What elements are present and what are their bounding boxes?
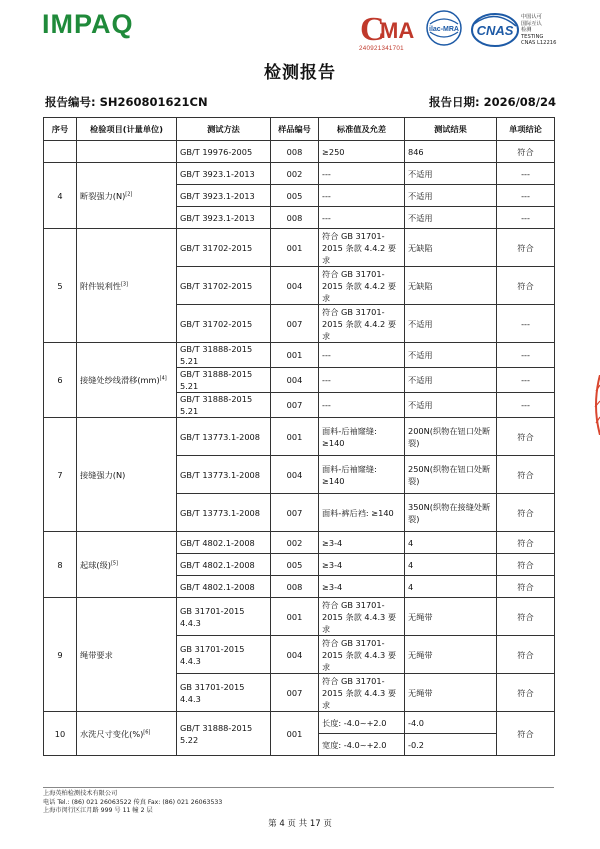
column-header: 测试方法 — [177, 118, 271, 141]
cell-standard: --- — [319, 207, 405, 229]
cell-standard: ≥3-4 — [319, 554, 405, 576]
table-row — [44, 418, 555, 456]
cell-standard: 面料-后袖窿缝: ≥140 — [319, 418, 405, 456]
cma-number: 240921341701 — [359, 45, 404, 52]
cell-standard: 长度: -4.0~+2.0 — [319, 712, 405, 734]
cell-result: 不适用 — [405, 207, 497, 229]
results-table — [43, 117, 555, 756]
cell-conclusion: 符合 — [497, 532, 555, 554]
cell-result: 4 — [405, 554, 497, 576]
cell-method: GB/T 19976-2005 — [177, 141, 271, 163]
cell-result: 350N(织物在接缝处断裂) — [405, 494, 497, 532]
cell-standard: --- — [319, 393, 405, 418]
column-header: 样品编号 — [271, 118, 319, 141]
cell-sample: 004 — [271, 456, 319, 494]
cell-conclusion: 符合 — [497, 576, 555, 598]
cell-sample: 007 — [271, 494, 319, 532]
report-title: 检测报告 — [264, 63, 336, 83]
cell-result: 250N(织物在钮口处断裂) — [405, 456, 497, 494]
cell-sample: 002 — [271, 163, 319, 185]
cell-result: 无缺陷 — [405, 229, 497, 267]
cell-result: 不适用 — [405, 185, 497, 207]
cell-standard: 面料-裤后裆: ≥140 — [319, 494, 405, 532]
cell-method: GB 31701-2015 4.4.3 — [177, 674, 271, 712]
report-date: 报告日期: 2026/08/24 — [428, 95, 556, 109]
cell-method: GB 31701-2015 4.4.3 — [177, 598, 271, 636]
footer-address: 上海市闵行区江月路 999 号 11 幢 2 层 — [43, 807, 153, 815]
cell-standard: ≥3-4 — [319, 576, 405, 598]
cell-method: GB/T 31702-2015 — [177, 305, 271, 343]
cell-conclusion: 符合 — [497, 554, 555, 576]
cell-conclusion: --- — [497, 207, 555, 229]
footer-contact — [43, 790, 222, 816]
footer-divider — [43, 787, 554, 788]
report-number: 报告编号: SH260801621CN — [45, 95, 208, 109]
cell-item — [77, 141, 177, 163]
cell-standard: 符合 GB 31701-2015 条款 4.4.2 要求 — [319, 305, 405, 343]
cell-sample: 007 — [271, 305, 319, 343]
table-row — [44, 141, 555, 163]
cell-sample: 008 — [271, 141, 319, 163]
cell-standard: --- — [319, 185, 405, 207]
svg-text:ilac-MRA: ilac-MRA — [429, 26, 459, 33]
cell-standard: 面料-后袖窿缝: ≥140 — [319, 456, 405, 494]
cell-no — [44, 141, 77, 163]
cell-result: 846 — [405, 141, 497, 163]
table-row — [44, 229, 555, 267]
cell-result: 不适用 — [405, 305, 497, 343]
svg-text:C: C — [360, 11, 385, 48]
cell-result: -4.0 — [405, 712, 497, 734]
cell-method: GB/T 31702-2015 — [177, 267, 271, 305]
cell-no: 8 — [44, 532, 77, 598]
cell-conclusion: --- — [497, 163, 555, 185]
column-header: 检验项目(计量单位) — [77, 118, 177, 141]
cell-item: 断裂强力(N)[2] — [77, 163, 177, 229]
table-header-row — [44, 118, 555, 141]
cell-sample: 007 — [271, 674, 319, 712]
cell-conclusion: 符合 — [497, 141, 555, 163]
cell-method: GB/T 31888-2015 5.21 — [177, 393, 271, 418]
cell-result: -0.2 — [405, 734, 497, 756]
cell-method: GB/T 3923.1-2013 — [177, 207, 271, 229]
cell-sample: 002 — [271, 532, 319, 554]
cell-standard: 符合 GB 31701-2015 条款 4.4.3 要求 — [319, 598, 405, 636]
cell-method: GB 31701-2015 4.4.3 — [177, 636, 271, 674]
table-row — [44, 163, 555, 185]
cell-conclusion: 符合 — [497, 267, 555, 305]
cell-result: 4 — [405, 532, 497, 554]
cell-conclusion: 符合 — [497, 636, 555, 674]
cell-conclusion: 符合 — [497, 674, 555, 712]
stamp-edge-icon — [591, 375, 600, 435]
table-row — [44, 532, 555, 554]
cell-sample: 001 — [271, 229, 319, 267]
cell-item: 接缝强力(N) — [77, 418, 177, 532]
cnas-accreditation-text: 中国认可 国际互认 检测 TESTING CNAS L12216 — [521, 14, 557, 47]
cell-method: GB/T 4802.1-2008 — [177, 576, 271, 598]
cell-standard: --- — [319, 343, 405, 368]
cell-method: GB/T 4802.1-2008 — [177, 532, 271, 554]
cell-result: 不适用 — [405, 393, 497, 418]
column-header: 标准值及允差 — [319, 118, 405, 141]
cell-standard: ≥250 — [319, 141, 405, 163]
cell-method: GB/T 3923.1-2013 — [177, 163, 271, 185]
cell-sample: 004 — [271, 368, 319, 393]
cell-sample: 008 — [271, 576, 319, 598]
cell-sample: 007 — [271, 393, 319, 418]
cell-standard: 宽度: -4.0~+2.0 — [319, 734, 405, 756]
cell-no: 4 — [44, 163, 77, 229]
cell-no: 9 — [44, 598, 77, 712]
svg-text:CNAS: CNAS — [476, 23, 514, 38]
cell-sample: 001 — [271, 598, 319, 636]
cell-conclusion: 符合 — [497, 712, 555, 756]
cell-method: GB/T 13773.1-2008 — [177, 456, 271, 494]
cell-result: 无绳带 — [405, 598, 497, 636]
cell-standard: 符合 GB 31701-2015 条款 4.4.2 要求 — [319, 229, 405, 267]
column-header: 单项结论 — [497, 118, 555, 141]
page-number: 第 4 页 共 17 页 — [268, 819, 332, 829]
table-row — [44, 712, 555, 734]
cell-sample: 008 — [271, 207, 319, 229]
cell-method: GB/T 4802.1-2008 — [177, 554, 271, 576]
cell-standard: 符合 GB 31701-2015 条款 4.4.2 要求 — [319, 267, 405, 305]
cell-sample: 004 — [271, 636, 319, 674]
table-row — [44, 343, 555, 368]
ilac-mra-icon — [424, 8, 464, 52]
cell-method: GB/T 31888-2015 5.22 — [177, 712, 271, 756]
cell-result: 不适用 — [405, 343, 497, 368]
cell-conclusion: --- — [497, 368, 555, 393]
footer-company: 上海英柏检测技术有限公司 — [43, 790, 118, 797]
cell-method: GB/T 13773.1-2008 — [177, 494, 271, 532]
cell-item: 水洗尺寸变化(%)[6] — [77, 712, 177, 756]
cell-standard: --- — [319, 163, 405, 185]
cell-item: 起球(级)[5] — [77, 532, 177, 598]
cell-conclusion: 符合 — [497, 456, 555, 494]
cell-conclusion: --- — [497, 305, 555, 343]
table-row — [44, 598, 555, 636]
cell-sample: 001 — [271, 343, 319, 368]
cell-conclusion: --- — [497, 393, 555, 418]
cell-standard: ≥3-4 — [319, 532, 405, 554]
cell-result: 不适用 — [405, 368, 497, 393]
cell-standard: 符合 GB 31701-2015 条款 4.4.3 要求 — [319, 674, 405, 712]
column-header: 序号 — [44, 118, 77, 141]
cell-sample: 004 — [271, 267, 319, 305]
cell-standard: --- — [319, 368, 405, 393]
column-header: 测试结果 — [405, 118, 497, 141]
cell-result: 4 — [405, 576, 497, 598]
cell-method: GB/T 31702-2015 — [177, 229, 271, 267]
cell-conclusion: 符合 — [497, 494, 555, 532]
cell-conclusion: --- — [497, 343, 555, 368]
cell-standard: 符合 GB 31701-2015 条款 4.4.3 要求 — [319, 636, 405, 674]
cell-method: GB/T 13773.1-2008 — [177, 418, 271, 456]
cell-conclusion: --- — [497, 185, 555, 207]
cell-sample: 005 — [271, 185, 319, 207]
cell-result: 无缺陷 — [405, 267, 497, 305]
cell-method: GB/T 3923.1-2013 — [177, 185, 271, 207]
cell-conclusion: 符合 — [497, 418, 555, 456]
cell-conclusion: 符合 — [497, 229, 555, 267]
cell-sample: 005 — [271, 554, 319, 576]
footer-phone: 电话 Tel.: (86) 021 26063522 传真 Fax: (86) 021 26063533 — [43, 798, 223, 806]
cell-method: GB/T 31888-2015 5.21 — [177, 343, 271, 368]
cell-method: GB/T 31888-2015 5.21 — [177, 368, 271, 393]
cell-result: 无绳带 — [405, 636, 497, 674]
cell-result: 200N(织物在钮口处断裂) — [405, 418, 497, 456]
cell-sample: 001 — [271, 712, 319, 756]
cnas-logo-icon — [470, 8, 520, 52]
company-logo: IMPAQ — [42, 9, 134, 39]
cell-result: 不适用 — [405, 163, 497, 185]
cell-no: 10 — [44, 712, 77, 756]
svg-text:MA: MA — [380, 18, 415, 43]
cell-item: 附件锐利性[3] — [77, 229, 177, 343]
cell-no: 7 — [44, 418, 77, 532]
cell-item: 接缝处纱线滑移(mm)[4] — [77, 343, 177, 418]
cell-sample: 001 — [271, 418, 319, 456]
cell-conclusion: 符合 — [497, 598, 555, 636]
cell-item: 绳带要求 — [77, 598, 177, 712]
cell-result: 无绳带 — [405, 674, 497, 712]
cell-no: 6 — [44, 343, 77, 418]
cell-no: 5 — [44, 229, 77, 343]
